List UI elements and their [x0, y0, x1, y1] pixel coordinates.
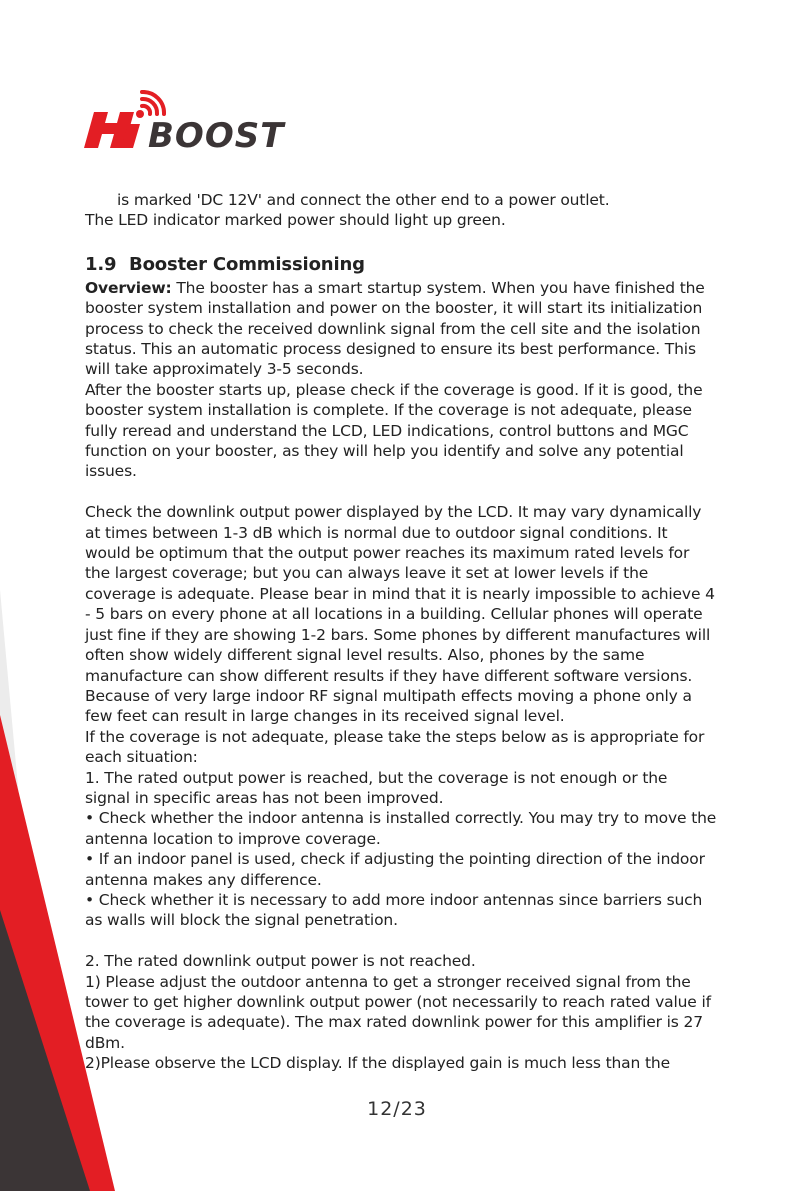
overview-paragraph — [85, 278, 717, 380]
check-downlink-paragraph: Check the downlink output power displayed by the LCD. It may vary dynamically at times between 1-3 dB which is normal due to outdoor signal conditions. It would be optimum that the output power reaches its maximum rated levels for the largest coverage; but you can always leave it set at lower levels if the coverage is adequate. Please bear in mind that it is nearly impossible to achieve 4 - 5 bars on every phone at all locations in a building. Cellular phones will operate just fine if they are showing 1-2 bars. Some phones by different manufactures will often show widely different signal level results. Also, phones by the same manufacture can show different results if they have different software versions. Because of very large indoor RF signal multipath effects moving a phone only a few feet can result in large changes in its received signal level. — [85, 503, 715, 726]
spacer — [85, 482, 717, 502]
section-title: Booster Commissioning — [129, 253, 365, 275]
section-heading — [85, 253, 717, 277]
bullet-2: • If an indoor panel is used, check if adjusting the pointing direction of the indoor antenna makes any difference. — [85, 850, 705, 889]
intro-line-1: is marked 'DC 12V' and connect the other end to a power outlet. — [117, 191, 610, 209]
case-2-paragraph: 2. The rated downlink output power is not reached. — [85, 952, 476, 971]
signal-waves-icon — [142, 92, 164, 114]
step-2-paragraph: 2)Please observe the LCD display. If the displayed gain is much less than the — [85, 1054, 670, 1073]
section-number: 1.9 — [85, 253, 117, 275]
overview-text: The booster has a smart startup system. When you have finished the booster system installation and power on the booster, it will start its initialization process to check the received downlink signal from the cell site and the isolation status. This an automatic process designed to ensure its best performance. This will take approximately 3-5 seconds. — [85, 278, 705, 379]
case-1-paragraph: 1. The rated output power is reached, but the coverage is not enough or the signal in specific areas has not been improved. — [85, 768, 668, 807]
not-adequate-paragraph: If the coverage is not adequate, please take the steps below as is appropriate for each situation: — [85, 727, 705, 767]
overview-label: Overview: — [85, 278, 172, 297]
intro-line-2: The LED indicator marked power should light up green. — [85, 211, 506, 230]
bullet-3: • Check whether it is necessary to add more indoor antennas since barriers such as walls will block the signal penetration. — [85, 890, 703, 930]
svg-text:BOOST: BOOST — [148, 116, 285, 154]
bullet-1: • Check whether the indoor antenna is installed correctly. You may try to move the antenna location to improve coverage. — [85, 809, 717, 848]
spacer — [85, 931, 717, 951]
page-number: 12/23 — [367, 1098, 427, 1120]
hiboost-logo — [84, 90, 316, 154]
after-start-paragraph: After the booster starts up, please check if the coverage is good. If it is good, the booster system installation is complete. If the coverage is not adequate, please fully reread and understand the LCD, LED indications, control buttons and MGC function on your booster, as they will help you identify and solve any potential issues. — [85, 380, 703, 481]
page-body — [85, 190, 717, 1074]
step-1-paragraph: 1) Please adjust the outdoor antenna to get a stronger received signal from the tower to get higher downlink output power (not necessarily to reach rated value if the coverage is adequate). The max rated downlink power for this amplifier is 27 dBm. — [85, 972, 711, 1052]
